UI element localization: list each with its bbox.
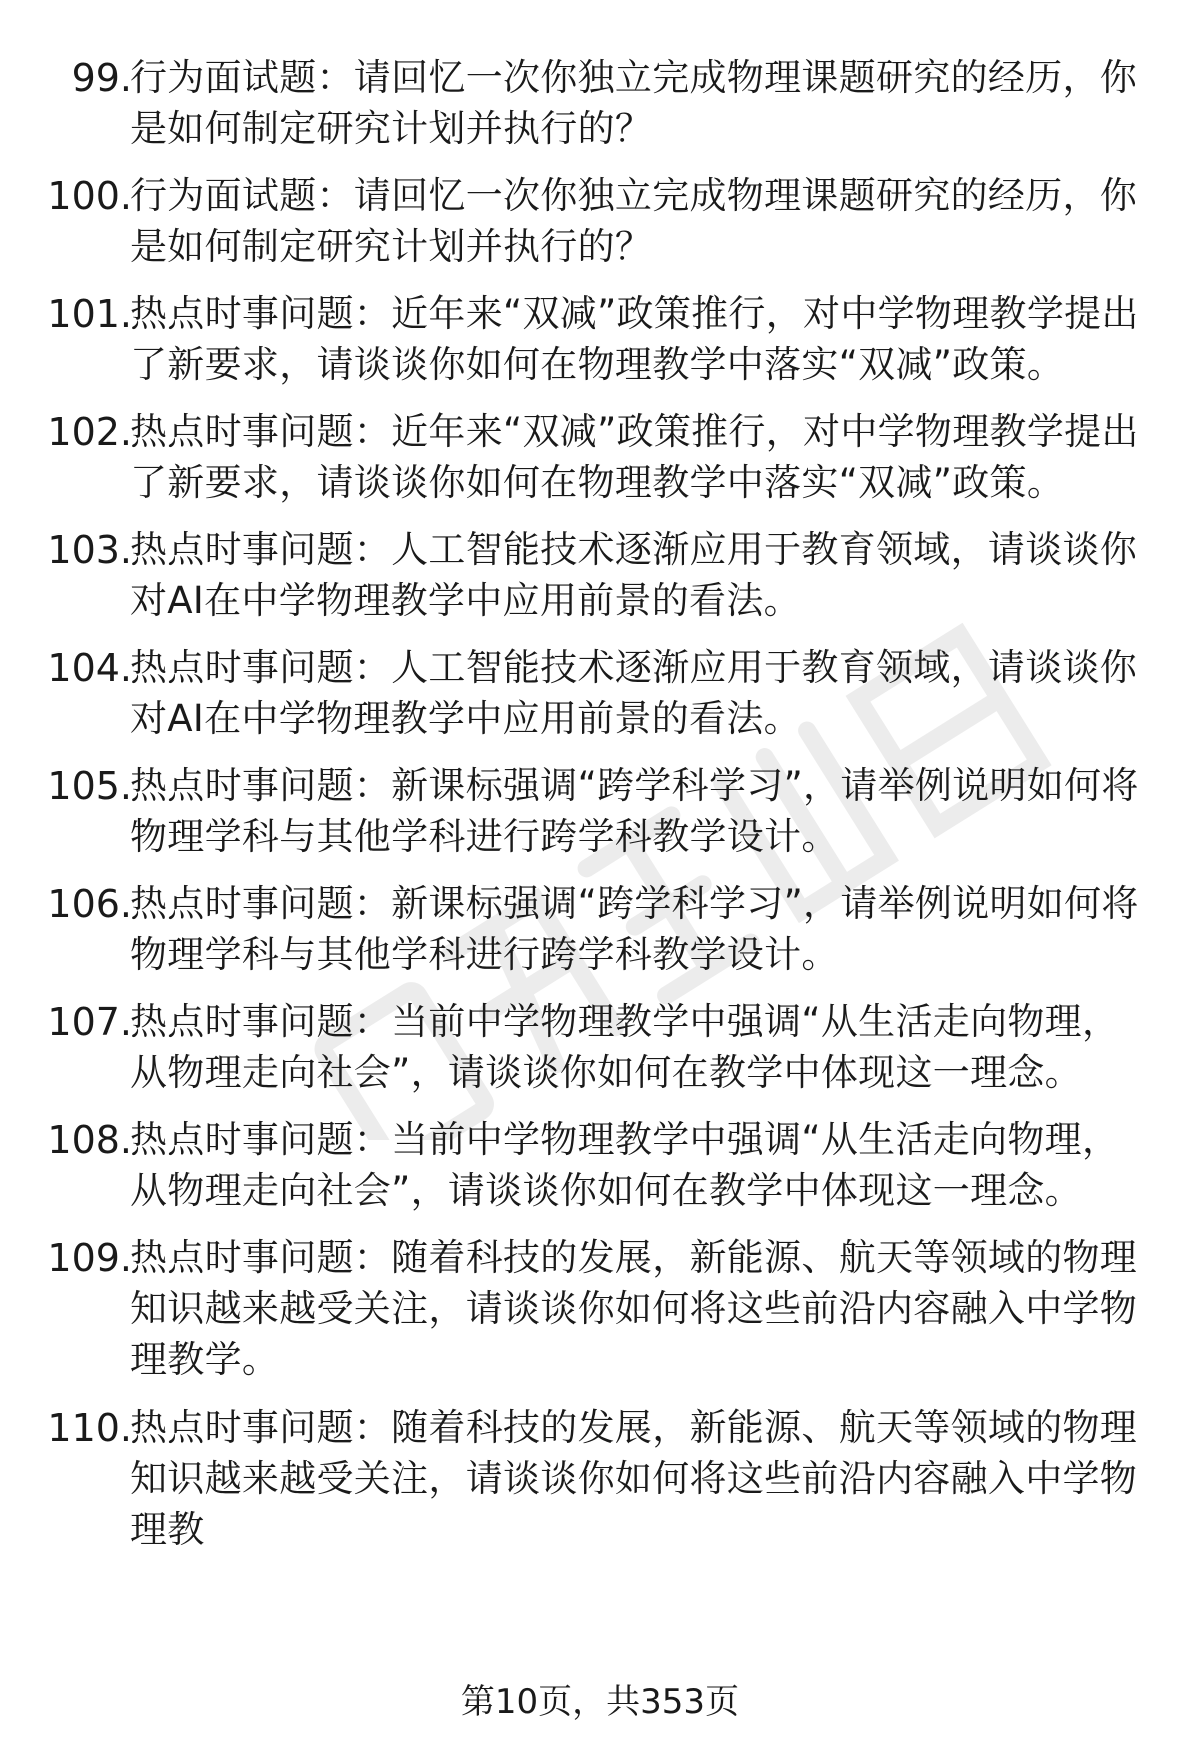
question-text: 热点时事问题：新课标强调“跨学科学习”，请举例说明如何将物理学科与其他学科进行跨学科教学设计。 xyxy=(130,882,1139,976)
question-number: 102. xyxy=(47,410,132,454)
question-text: 热点时事问题：近年来“双减”政策推行，对中学物理教学提出了新要求，请谈谈你如何在物理教学中落实“双减”政策。 xyxy=(130,292,1139,386)
question-number: 109. xyxy=(47,1236,132,1280)
question-number: 99. xyxy=(71,56,132,100)
question-number: 103. xyxy=(47,528,132,572)
question-text: 热点时事问题：人工智能技术逐渐应用于教育领域，请谈谈你对AI在中学物理教学中应用前景的看法。 xyxy=(130,646,1138,740)
question-number: 107. xyxy=(47,1000,132,1044)
question-number: 104. xyxy=(47,646,132,690)
question-text: 热点时事问题：人工智能技术逐渐应用于教育领域，请谈谈你对AI在中学物理教学中应用前景的看法。 xyxy=(130,528,1138,622)
question-number: 101. xyxy=(47,292,132,336)
page-number-footer: 第10页，共353页 xyxy=(460,1682,740,1722)
question-text: 热点时事问题：近年来“双减”政策推行，对中学物理教学提出了新要求，请谈谈你如何在物理教学中落实“双减”政策。 xyxy=(130,410,1139,504)
question-number: 106. xyxy=(47,882,132,926)
question-text: 行为面试题：请回忆一次你独立完成物理课题研究的经历，你是如何制定研究计划并执行的？ xyxy=(130,174,1138,268)
question-text: 热点时事问题：当前中学物理教学中强调“从生活走向物理，从物理走向社会”，请谈谈你如何在教学中体现这一理念。 xyxy=(130,1000,1120,1094)
question-number: 110. xyxy=(47,1406,132,1450)
question-number: 100. xyxy=(47,174,132,218)
question-text: 热点时事问题：新课标强调“跨学科学习”，请举例说明如何将物理学科与其他学科进行跨学科教学设计。 xyxy=(130,764,1139,858)
question-text: 热点时事问题：随着科技的发展，新能源、航天等领域的物理知识越来越受关注，请谈谈你如何将这些前沿内容融入中学物理教学。 xyxy=(130,1236,1138,1381)
question-text: 热点时事问题：随着科技的发展，新能源、航天等领域的物理知识越来越受关注，请谈谈你如何将这些前沿内容融入中学物理教 xyxy=(130,1406,1138,1551)
question-number: 108. xyxy=(47,1118,132,1162)
question-text: 行为面试题：请回忆一次你独立完成物理课题研究的经历，你是如何制定研究计划并执行的？ xyxy=(130,56,1138,150)
question-number: 105. xyxy=(47,764,132,808)
question-text: 热点时事问题：当前中学物理教学中强调“从生活走向物理，从物理走向社会”，请谈谈你如何在教学中体现这一理念。 xyxy=(130,1118,1120,1212)
